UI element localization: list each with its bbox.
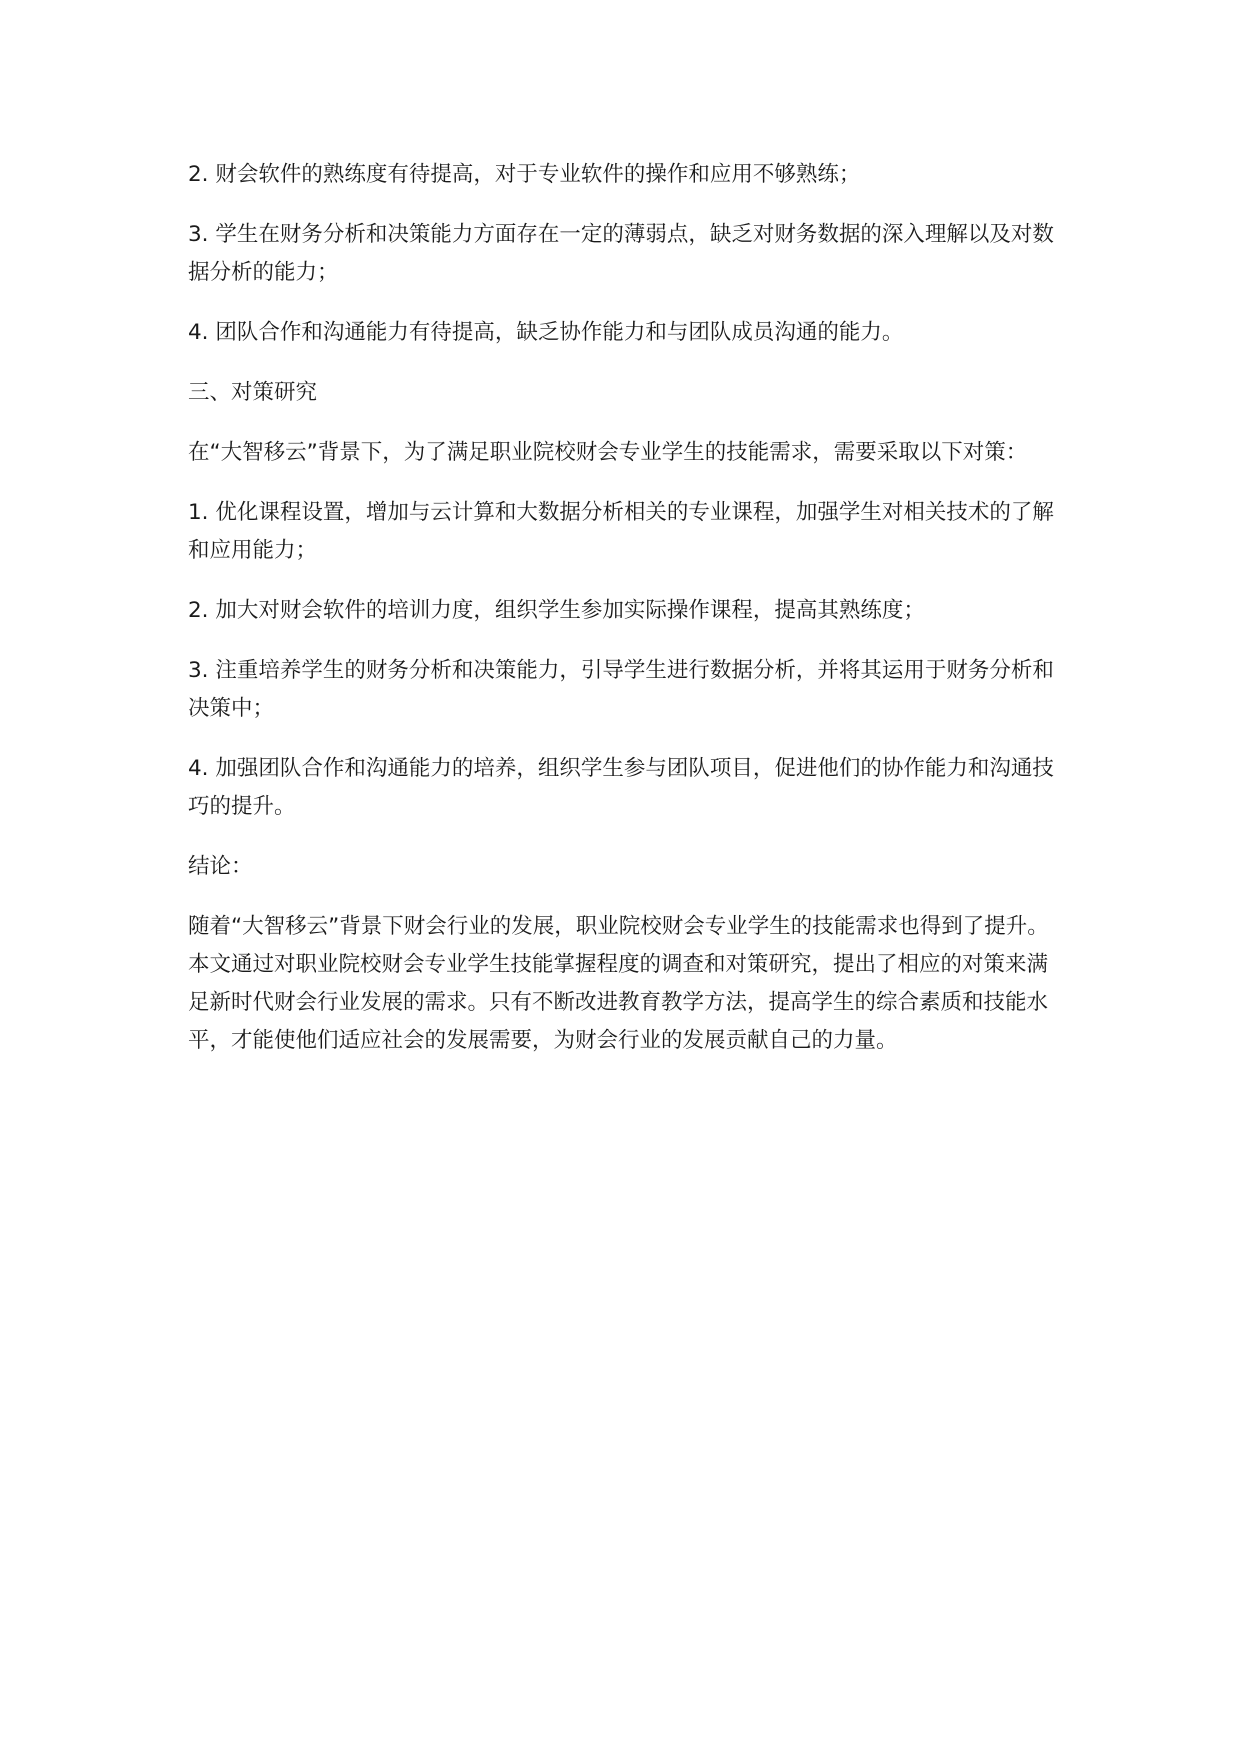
- list-item-teamwork: 4. 团队合作和沟通能力有待提高，缺乏协作能力和与团队成员沟通的能力。: [188, 320, 904, 345]
- strategy-item-curriculum: 1. 优化课程设置，增加与云计算和大数据分析相关的专业课程，加强学生对相关技术的了解和应用能力；: [188, 500, 1054, 563]
- strategy-intro-paragraph: 在“大智移云”背景下，为了满足职业院校财会专业学生的技能需求，需要采取以下对策：: [188, 440, 1028, 465]
- list-item-software-proficiency: 2. 财会软件的熟练度有待提高，对于专业软件的操作和应用不够熟练；: [188, 162, 861, 187]
- section-heading: 三、对策研究: [188, 380, 318, 405]
- document-body: [188, 156, 1054, 1082]
- strategy-item-analysis-skills: 3. 注重培养学生的财务分析和决策能力，引导学生进行数据分析，并将其运用于财务分析和决策中；: [188, 658, 1054, 721]
- strategy-item-software-training: 2. 加大对财会软件的培训力度，组织学生参加实际操作课程，提高其熟练度；: [188, 598, 925, 623]
- conclusion-paragraph: 随着“大智移云”背景下财会行业的发展，职业院校财会专业学生的技能需求也得到了提升。本文通过对职业院校财会专业学生技能掌握程度的调查和对策研究，提出了相应的对策来满足新时代财会行业发展的需求。只有不断改进教育教学方法，提高学生的综合素质和技能水平，才能使他们适应社会的发展需要，为财会行业的发展贡献自己的力量。: [188, 914, 1049, 1053]
- strategy-item-teamwork: 4. 加强团队合作和沟通能力的培养，组织学生参与团队项目，促进他们的协作能力和沟通技巧的提升。: [188, 756, 1054, 819]
- list-item-financial-analysis: 3. 学生在财务分析和决策能力方面存在一定的薄弱点，缺乏对财务数据的深入理解以及对数据分析的能力；: [188, 222, 1054, 285]
- conclusion-heading: 结论：: [188, 854, 253, 879]
